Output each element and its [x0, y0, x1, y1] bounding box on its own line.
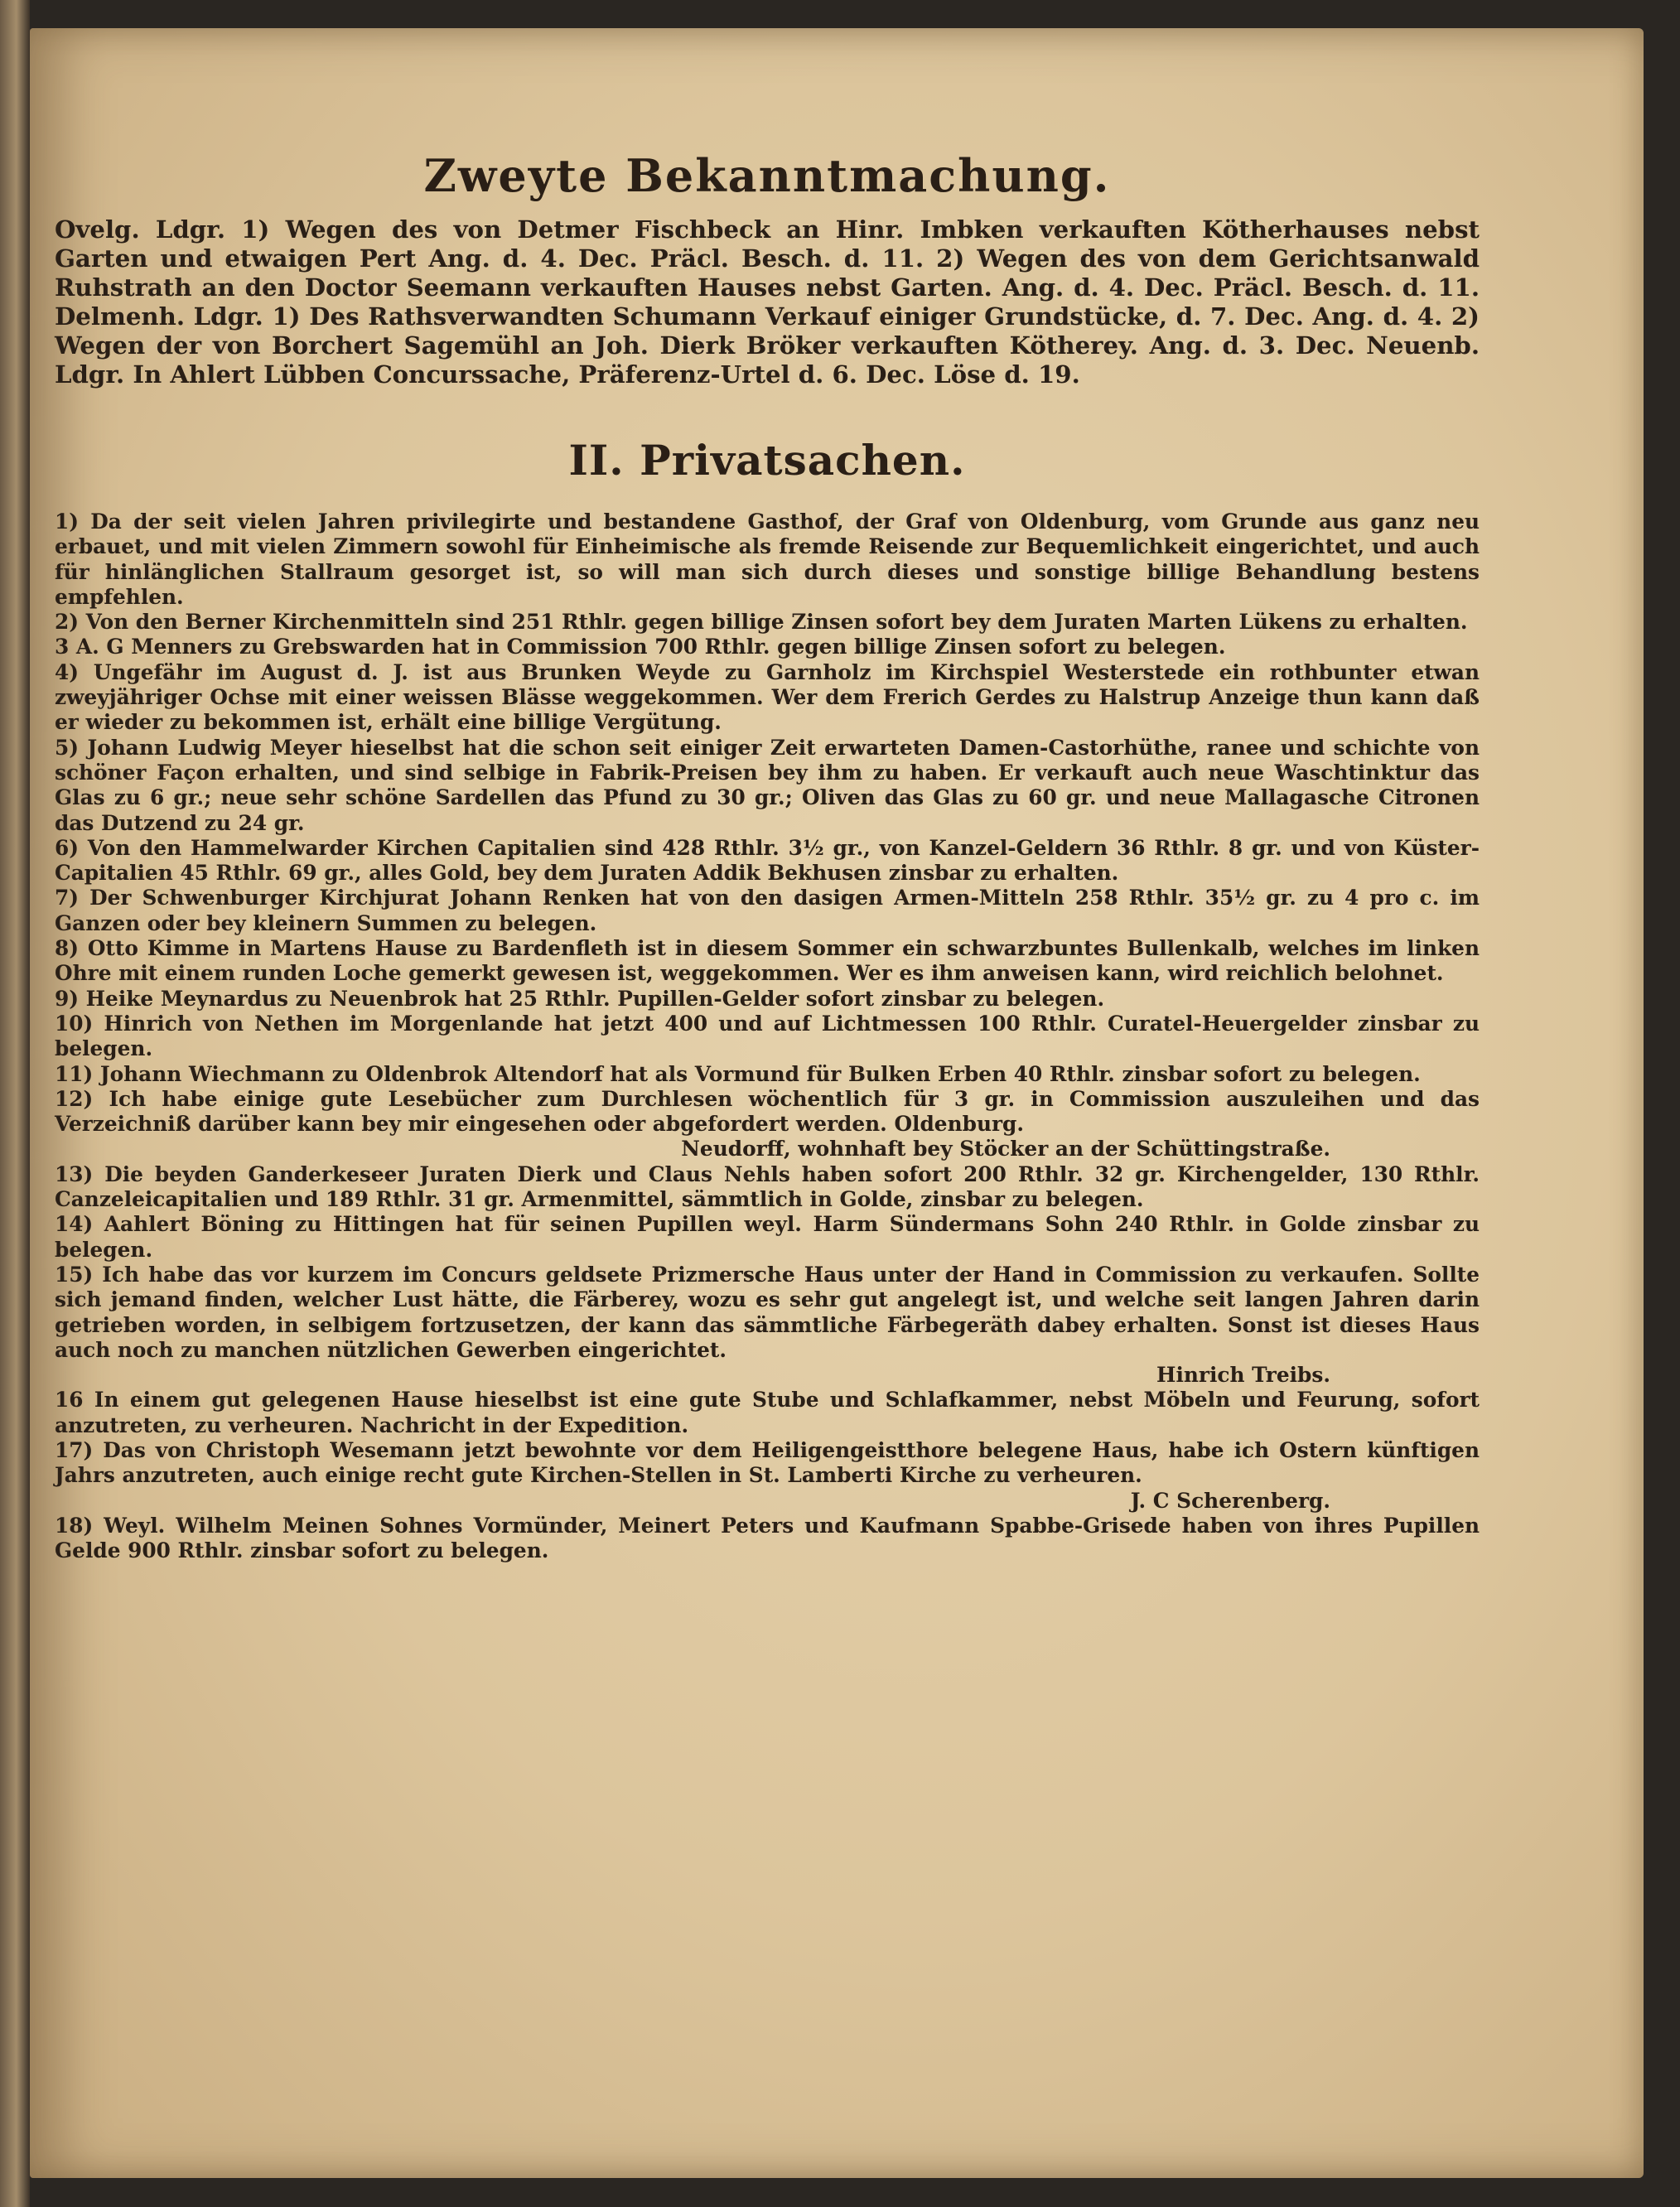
- book-binding-edge: [0, 0, 30, 2207]
- notice-item: 11) Johann Wiechmann zu Oldenbrok Altendorf hat als Vormund für Bulken Erben 40 Rthlr. zinsbar sofort zu belegen.: [55, 1061, 1421, 1086]
- notice-item: 3 A. G Menners zu Grebswarden hat in Commission 700 Rthlr. gegen billige Zinsen sofort zu belegen.: [55, 635, 1226, 659]
- page-heading: Zweyte Bekanntmachung.: [423, 149, 1111, 202]
- announcement-paragraph: Ovelg. Ldgr. 1) Wegen des von Detmer Fischbeck an Hinr. Imbken verkauften Kötherhauses nebst Garten und etwaigen Pert Ang. d. 4. Dec. Präcl. Besch. d. 11. 2) Wegen des von dem Gerichtsanwald Ruhstrath an den Doctor Seemann verkauften Hauses nebst Garten. Ang. d. 4. Dec. Präcl. Besch. d. 11. Delmenh. Ldgr. 1) Des Rathsverwandten Schumann Verkauf einiger Grundstücke, d. 7. Dec. Ang. d. 4. 2) Wegen der von Borchert Sagemühl an Joh. Dierk Bröker verkauften Kötherey. Ang. d. 3. Dec. Neuenb. Ldgr. In Ahlert Lübben Concurssache, Präferenz-Urtel d. 6. Dec. Löse d. 19.: [55, 215, 1480, 389]
- notice-item: 15) Ich habe das vor kurzem im Concurs geldsete Prizmersche Haus unter der Hand in Commission zu verkaufen. Sollte sich jemand finden, welcher Lust hätte, die Färberey, wozu es sehr gut angelegt ist, und welche seit langen Jahren darin getrieben worden, in selbigem fortzusetzen, der kann das sämmtliche Färbegeräth dabey erhalten. Sonst ist dieses Haus auch noch zu manchen nützlichen Gewerben eingerichtet.: [55, 1262, 1480, 1362]
- notice-item: 4) Ungefähr im August d. J. ist aus Brunken Weyde zu Garnholz im Kirchspiel Westerstede ein rothbunter etwan zweyjähriger Ochse mit einer weissen Blässe weggekommen. Wer dem Frerich Gerdes zu Halstrup Anzeige thun kann daß er wieder zu bekommen ist, erhält eine billige Vergütung.: [55, 659, 1480, 735]
- page-content: [55, 119, 1480, 1563]
- notice-item: 18) Weyl. Wilhelm Meinen Sohnes Vormünder, Meinert Peters und Kaufmann Spabbe-Grisede haben von ihres Pupillen Gelde 900 Rthlr. zinsbar sofort zu belegen.: [55, 1513, 1480, 1563]
- notice-item: 10) Hinrich von Nethen im Morgenlande hat jetzt 400 und auf Lichtmessen 100 Rthlr. Curatel-Heuergelder zinsbar zu belegen.: [55, 1011, 1480, 1061]
- signature: J. C Scherenberg.: [1130, 1488, 1330, 1513]
- notice-item: 9) Heike Meynardus zu Neuenbrok hat 25 Rthlr. Pupillen-Gelder sofort zinsbar zu belegen.: [55, 986, 1105, 1011]
- notice-item: 2) Von den Berner Kirchenmitteln sind 251 Rthlr. gegen billige Zinsen sofort bey dem Juraten Marten Lükens zu erhalten.: [55, 610, 1468, 635]
- notice-item: 13) Die beyden Ganderkeseer Juraten Dierk und Claus Nehls haben sofort 200 Rthlr. 32 gr. Kirchengelder, 130 Rthlr. Canzeleicapitalien und 189 Rthlr. 31 gr. Armenmittel, sämmtlich in Golde, zinsbar zu belegen.: [55, 1161, 1480, 1212]
- section-title: II. Privatsachen.: [568, 436, 966, 485]
- notice-item: 14) Aahlert Böning zu Hittingen hat für seinen Pupillen weyl. Harm Sündermans Sohn 240 Rthlr. in Golde zinsbar zu belegen.: [55, 1212, 1480, 1262]
- signature: Neudorff, wohnhaft bey Stöcker an der Schüttingstraße.: [681, 1137, 1330, 1161]
- notice-item: 5) Johann Ludwig Meyer hieselbst hat die schon seit einiger Zeit erwarteten Damen-Castorhüthe, ranee und schichte von schöner Façon erhalten, und sind selbige in Fabrik-Preisen bey ihm zu haben. Er verkauft auch neue Waschtinktur das Glas zu 6 gr.; neue sehr schöne Sardellen das Pfund zu 30 gr.; Oliven das Glas zu 60 gr. und neue Mallagasche Citronen das Dutzend zu 24 gr.: [55, 735, 1480, 835]
- notice-item: 17) Das von Christoph Wesemann jetzt bewohnte vor dem Heiligengeistthore belegene Haus, habe ich Ostern künftigen Jahrs anzutreten, auch einige recht gute Kirchen-Stellen in St. Lamberti Kirche zu verheuren.: [55, 1437, 1480, 1488]
- notice-item: 16 In einem gut gelegenen Hause hieselbst ist eine gute Stube und Schlafkammer, nebst Möbeln und Feurung, sofort anzutreten, zu verheuren. Nachricht in der Expedition.: [55, 1388, 1480, 1437]
- book-page: [30, 28, 1644, 2178]
- notice-item: 1) Da der seit vielen Jahren privilegirte und bestandene Gasthof, der Graf von Oldenburg, vom Grunde aus ganz neu erbauet, und mit vielen Zimmern sowohl für Einheimische als fremde Reisende zur Bequemlichkeit eingerichtet, und auch für hinlänglichen Stallraum gesorget ist, so will man sich durch dieses und sonstige billige Behandlung bestens empfehlen.: [55, 509, 1480, 609]
- signature: Hinrich Treibs.: [1156, 1363, 1330, 1388]
- notice-item: 12) Ich habe einige gute Lesebücher zum Durchlesen wöchentlich für 3 gr. in Commission auszuleihen und das Verzeichniß darüber kann bey mir eingesehen oder abgefordert werden. Oldenburg.: [55, 1086, 1480, 1137]
- notice-item: 6) Von den Hammelwarder Kirchen Capitalien sind 428 Rthlr. 3½ gr., von Kanzel-Geldern 36 Rthlr. 8 gr. und von Küster-Capitalien 45 Rthlr. 69 gr., alles Gold, bey dem Juraten Addik Bekhusen zinsbar zu erhalten.: [55, 835, 1480, 886]
- notice-item: 7) Der Schwenburger Kirchjurat Johann Renken hat von den dasigen Armen-Mitteln 258 Rthlr. 35½ gr. zu 4 pro c. im Ganzen oder bey kleinern Summen zu belegen.: [55, 886, 1480, 935]
- notice-item: 8) Otto Kimme in Martens Hause zu Bardenfleth ist in diesem Sommer ein schwarzbuntes Bullenkalb, welches im linken Ohre mit einem runden Loche gemerkt gewesen ist, weggekommen. Wer es ihm anweisen kann, wird reichlich belohnet.: [55, 936, 1480, 986]
